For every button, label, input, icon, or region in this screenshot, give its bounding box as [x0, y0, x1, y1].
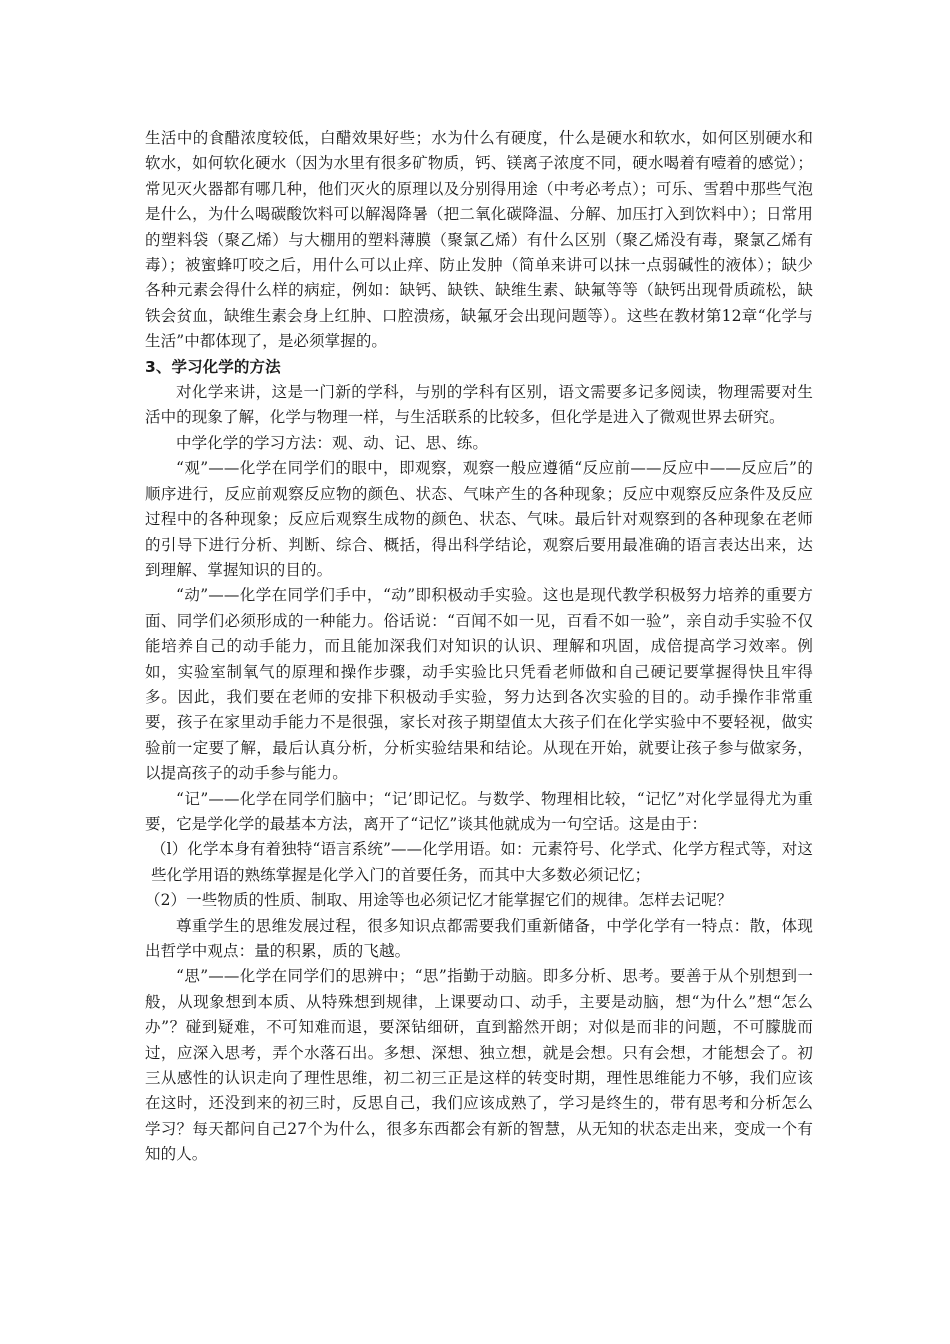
document-body	[145, 126, 813, 1168]
paragraph-think: “思”——化学在同学们的思辨中；“思”指勤于动脑。即多分析、思考。要善于从个别想到一般，从现象想到本质、从特殊想到规律，上课要动口、动手，主要是动脑，想“为什么”想“怎么办”？碰到疑难，不可知难而退，要深钻细研，直到豁然开朗；对似是而非的问题，不可朦胧而过，应深入思考，弄个水落石出。多想、深想、独立想，就是会想。只有会想，才能想会了。初三从感性的认识走向了理性思维，初二初三正是这样的转变时期，理性思维能力不够，我们应该在这时，还没到来的初三时，反思自己，我们应该成熟了，学习是终生的，带有思考和分析怎么学习？每天都问自己27个为什么，很多东西都会有新的智慧，从无知的状态走出来，变成一个有知的人。	[145, 967, 813, 1164]
list-item-memorize-2: （2）一些物质的性质、制取、用途等也必须记忆才能掌握它们的规律。怎样去记呢？	[145, 891, 733, 910]
paragraph-practice: “动”——化学在同学们手中，“动”即积极动手实验。这也是现代教学积极努力培养的重要方面、同学们必须形成的一种能力。俗话说：“百闻不如一见，百看不如一验”，亲自动手实验不仅能培养自己的动手能力，而且能加深我们对知识的认识、理解和巩固，成倍提高学习效率。例如，实验室制氧气的原理和操作步骤，动手实验比只凭看老师做和自己硬记要掌握得快且牢得多。因此，我们要在老师的安排下积极动手实验，努力达到各次实验的目的。动手操作非常重要，孩子在家里动手能力不是很强，家长对孩子期望值太大孩子们在化学实验中不要轻视，做实验前一定要了解，最后认真分析，分析实验结果和结论。从现在开始，就要让孩子参与做家务，以提高孩子的动手参与能力。	[145, 586, 813, 783]
paragraph-observe: “观”——化学在同学们的眼中，即观察，观察一般应遵循“反应前——反应中——反应后”的顺序进行，反应前观察反应物的颜色、状态、气味产生的各种现象；反应中观察反应条件及反应过程中的各种现象；反应后观察生成物的颜色、状态、气味。最后针对观察到的各种现象在老师的引导下进行分析、判断、综合、概括，得出科学结论，观察后要用最准确的语言表达出来，达到理解、掌握知识的目的。	[145, 459, 813, 579]
paragraph-life-chemistry: 生活中的食醋浓度较低，白醋效果好些；水为什么有硬度，什么是硬水和软水，如何区别硬水和软水，如何软化硬水（因为水里有很多矿物质，钙、镁离子浓度不同，硬水喝着有噎着的感觉）；常见灭火器都有哪几种，他们灭火的原理以及分别得用途（中考必考点）；可乐、雪碧中那些气泡是什么，为什么喝碳酸饮料可以解渴降暑（把二氧化碳降温、分解、加压打入到饮料中）；日常用的塑料袋（聚乙烯）与大棚用的塑料薄膜（聚氯乙烯）有什么区别（聚乙烯没有毒，聚氯乙烯有毒）；被蜜蜂叮咬之后，用什么可以止痒、防止发肿（简单来讲可以抹一点弱碱性的液体）；缺少各种元素会得什么样的病症，例如：缺钙、缺铁、缺维生素、缺氟等等（缺钙出现骨质疏松，缺铁会贫血，缺维生素会身上红肿、口腔溃疡，缺氟牙会出现问题等）。这些在教材第12章“化学与生活”中都体现了，是必须掌握的。	[145, 129, 813, 351]
section-heading-methods: 3、学习化学的方法	[145, 357, 281, 376]
list-item-memorize-1: （l）化学本身有着独特“语言系统”——化学用语。如：元素符号、化学式、化学方程式等，对这些化学用语的熟练掌握是化学入门的首要任务，而其中大多数必须记忆；	[151, 840, 813, 884]
paragraph-intro: 对化学来讲，这是一门新的学科，与别的学科有区别，语文需要多记多阅读，物理需要对生活中的现象了解，化学与物理一样，与生活联系的比较多，但化学是进入了微观世界去研究。	[145, 383, 813, 427]
paragraph-method-summary: 中学化学的学习方法：观、动、记、思、练。	[176, 433, 489, 452]
paragraph-memorize: “记”——化学在同学们脑中；“记’即记忆。与数学、物理相比较，“记忆”对化学显得尤为重要，它是学化学的最基本方法，离开了“记忆”谈其他就成为一句空话。这是由于：	[145, 789, 813, 833]
paragraph-respect-thinking: 尊重学生的思维发展过程，很多知识点都需要我们重新储备，中学化学有一特点：散，体现出哲学中观点：量的积累，质的飞越。	[145, 916, 813, 960]
